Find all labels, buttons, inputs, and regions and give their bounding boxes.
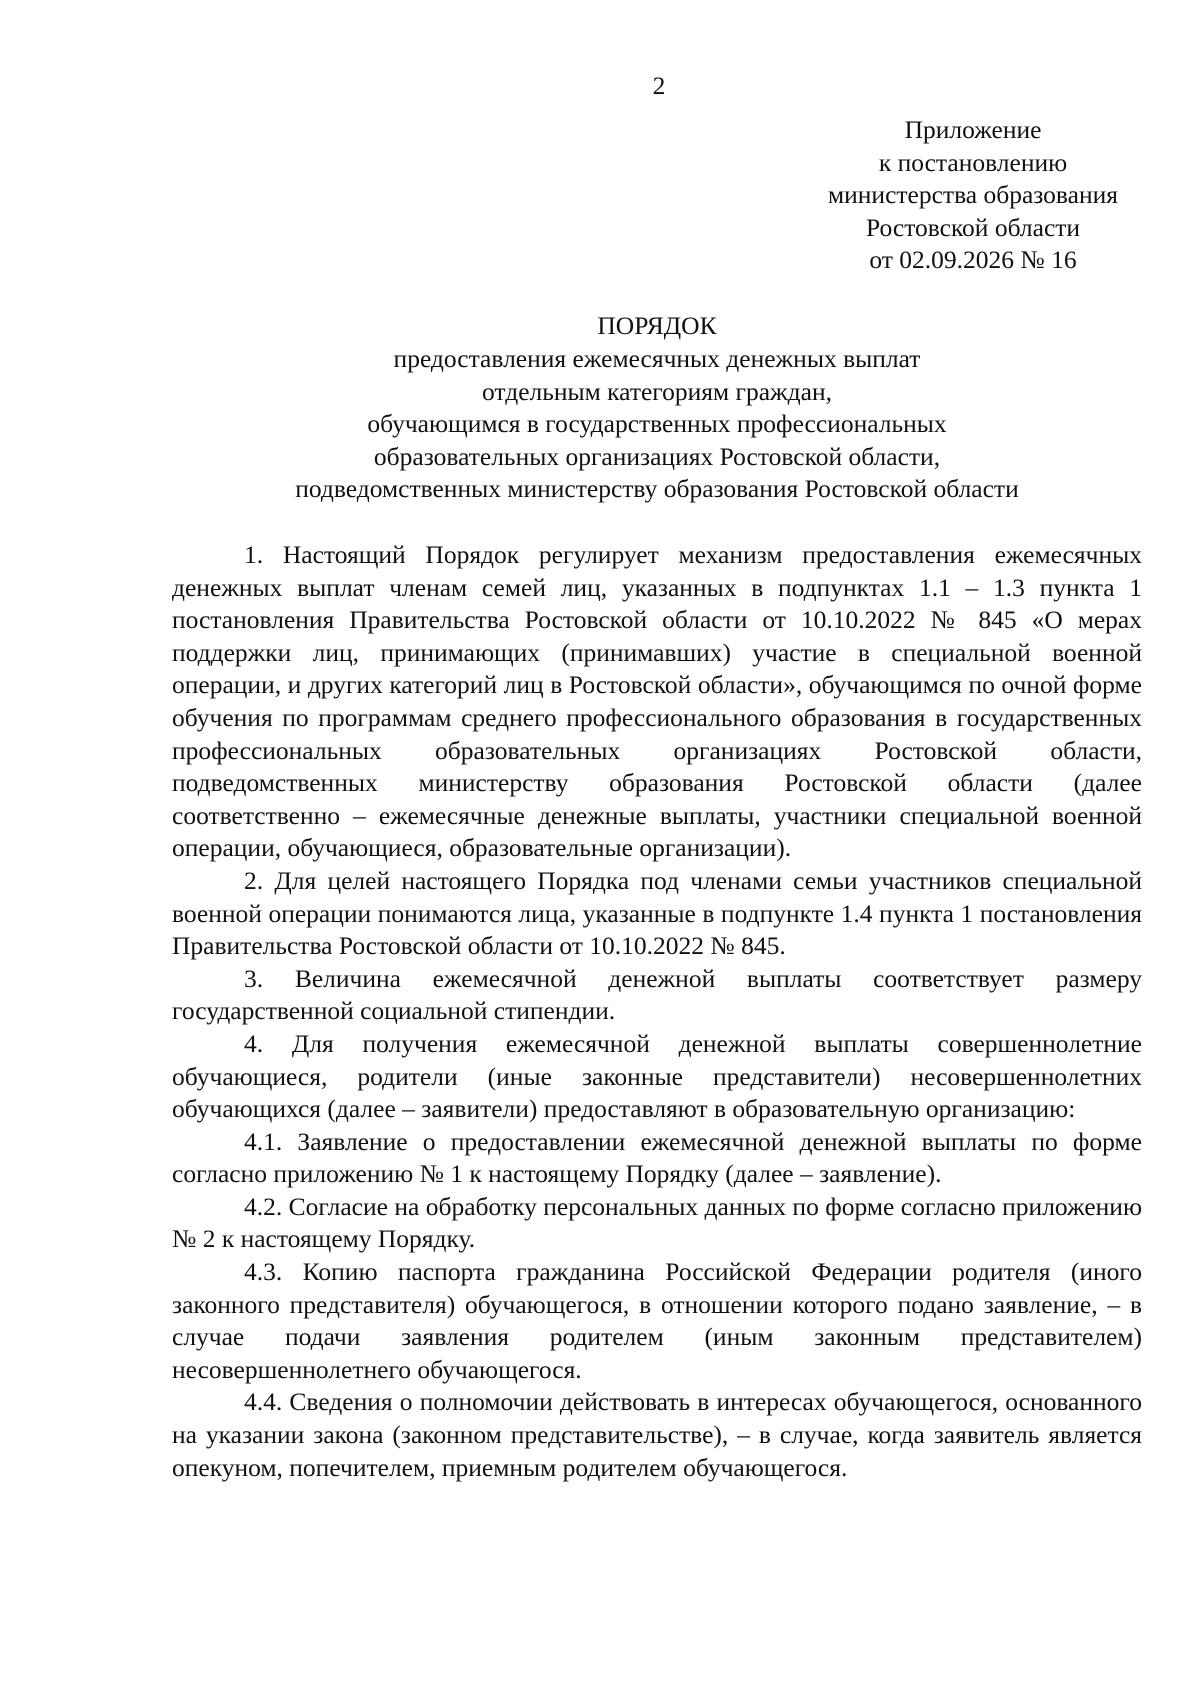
paragraph-4-1: 4.1. Заявление о предоставлении ежемесячной денежной выплаты по форме согласно приложению № 1 к настоящему Порядку (далее – заявление).	[172, 1126, 1142, 1189]
appendix-line: от 02.09.2026 № 16	[869, 245, 1077, 274]
paragraph-4: 4. Для получения ежемесячной денежной выплаты совершеннолетние обучающиеся, родители (иные законные представители) несовершеннолетних обучающихся (далее – заявители) предоставляют в образовательную организацию:	[172, 1028, 1142, 1124]
document-body	[172, 539, 1142, 1484]
paragraph-4-4: 4.4. Сведения о полномочии действовать в интересах обучающегося, основанного на указании закона (законном представительстве), – в случае, когда заявитель является опекуном, попечителем, приемным родителем обучающегося.	[172, 1387, 1142, 1482]
document-title	[172, 309, 1142, 506]
paragraph-3: 3. Величина ежемесячной денежной выплаты соответствует размеру государственной социальной стипендии.	[172, 963, 1142, 1026]
title-line: подведомственных министерству образования Ростовской области	[295, 474, 1019, 503]
paragraph-2: 2. Для целей настоящего Порядка под членами семьи участников специальной военной операции понимаются лица, указанные в подпункте 1.4 пункта 1 постановления Правительства Ростовской области от 10.10.2022 № 845.	[172, 865, 1142, 961]
appendix-line: к постановлению	[878, 147, 1068, 177]
paragraph-1: 1. Настоящий Порядок регулирует механизм предоставления ежемесячных денежных выплат членам семей лиц, указанных в подпунктах 1.1 – 1.3 пункта 1 постановления Правительства Ростовской области от 10.10.2022 № 845 «О мерах поддержки лиц, принимающих (принимавших) участие в специальной военной операции, и других категорий лиц в Ростовской области», обучающимся по очной форме обучения по программам среднего профессионального образования в государственных профессиональных образовательных организациях Ростовской области, подведомственных министерству образования Ростовской области (далее соответственно – ежемесячные денежные выплаты, участники специальной военной операции, обучающиеся, образовательные организации).	[172, 540, 1142, 863]
title-line: отдельным категориям граждан,	[482, 376, 832, 406]
appendix-block	[808, 114, 1138, 277]
appendix-line: Приложение	[904, 115, 1042, 144]
appendix-line: министерства образования	[828, 180, 1118, 209]
page-number: 2	[652, 71, 666, 100]
paragraph-4-2: 4.2. Согласие на обработку персональных данных по форме согласно приложению № 2 к настоящему Порядку.	[172, 1191, 1142, 1254]
title-subtitle	[172, 343, 1142, 506]
title-line: образовательных организациях Ростовской области,	[373, 441, 941, 471]
title-line: предоставления ежемесячных денежных выплат	[393, 344, 921, 373]
title-heading: ПОРЯДОК	[597, 311, 717, 340]
title-line: обучающимся в государственных профессиональных	[367, 409, 947, 438]
paragraph-4-3: 4.3. Копию паспорта гражданина Российской Федерации родителя (иного законного представителя) обучающегося, в отношении которого подано заявление, – в случае подачи заявления родителем (иным законным представителем) несовершеннолетнего обучающегося.	[172, 1257, 1142, 1384]
appendix-line: Ростовской области	[865, 212, 1081, 242]
